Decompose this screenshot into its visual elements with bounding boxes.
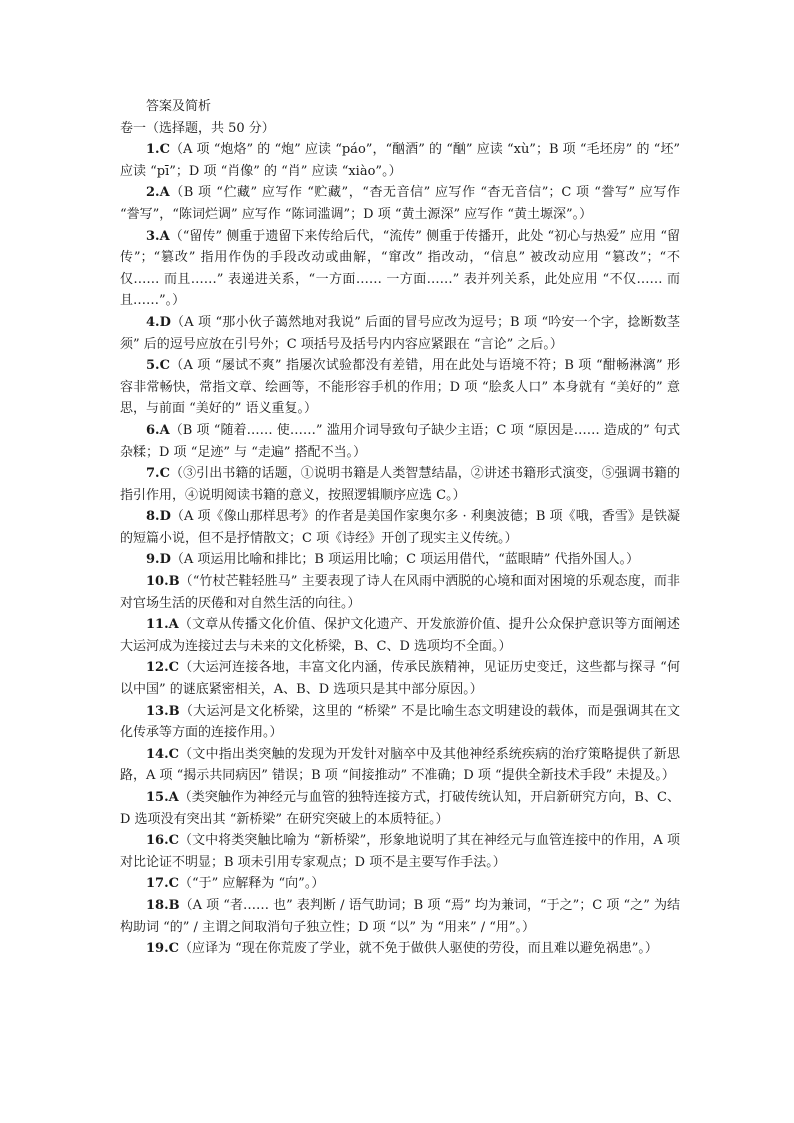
answer-number: 11.A <box>146 617 179 633</box>
answer-item <box>120 571 680 614</box>
answer-explanation: （A 项 “者…… 也” 表判断 / 语气助词；B 项 “焉” 均为兼词，“于之”；C 项 “之” 为结构助词 “的” / 主谓之间取消句子独立性；D 项 “以” 为 “用来” / “用”。） <box>120 897 680 935</box>
answer-explanation: （A 项运用比喻和排比；B 项运用比喻；C 项运用借代，“蓝眼睛” 代指外国人。） <box>170 552 640 568</box>
answer-item <box>120 938 680 960</box>
answer-number: 9.D <box>146 552 171 568</box>
answer-item <box>120 657 680 700</box>
answer-explanation: （③引出书籍的话题，①说明书籍是人类智慧结晶，②讲述书籍形式演变，⑤强调书籍的指引作用，④说明阅读书籍的意义，按照逻辑顺序应选 C。） <box>120 466 680 503</box>
page-title: 答案及简析 <box>146 99 212 114</box>
answer-number: 13.B <box>146 703 180 719</box>
answer-item <box>120 463 680 506</box>
answer-item <box>120 549 680 571</box>
answer-number: 3.A <box>146 228 170 244</box>
answer-explanation: （A 项 “屡试不爽” 指屡次试验都没有差错，用在此处与语境不符；B 项 “酣畅淋漓” 形容非常畅快，常指文章、绘画等，不能形容手机的作用；D 项 “脍炙人口” 本身就有 “美好的” 意思，与前面 “美好的” 语义重复。） <box>120 358 680 417</box>
answer-number: 4.D <box>146 314 171 330</box>
answer-explanation: （应译为 “现在你荒废了学业，就不免于做供人驱使的劳役，而且难以避免祸患”。） <box>178 941 658 957</box>
answer-explanation: （A 项 “炮烙” 的 “炮” 应读 “páo”，“酗酒” 的 “酗” 应读 “xù”；B 项 “毛坯房” 的 “坯” 应读 “pī”；D 项 “肖像” 的 “肖” 应读 “xiào”。） <box>120 142 680 179</box>
answer-explanation: （A 项《像山那样思考》的作者是美国作家奥尔多 · 利奥波德；B 项《哦，香雪》是铁凝的短篇小说，但不是抒情散文；C 项《诗经》开创了现实主义传统。） <box>120 509 680 546</box>
answer-explanation: （B 项 “伫藏” 应写作 “贮藏”，“杳无音信” 应写作 “杳无音信”；C 项 “誊写” 应写作 “誊写”，“陈词烂调” 应写作 “陈词滥调”；D 项 “黄土源深” 应写作 “黄土塬深”。） <box>120 185 680 222</box>
answer-explanation: （文中将类突触比喻为 “新桥梁”，形象地说明了其在神经元与血管连接中的作用，A 项对比论证不明显；B 项未引用专家观点；D 项不是主要写作手法。） <box>120 833 680 870</box>
answer-item <box>120 701 680 744</box>
answer-explanation: （B 项 “随着…… 使……” 滥用介词导致句子缺少主语；C 项 “原因是…… 造成的” 句式杂糅；D 项 “足迹” 与 “走遍” 搭配不当。） <box>120 422 680 460</box>
answer-explanation: （A 项 “那小伙子蔼然地对我说” 后面的冒号应改为逗号；B 项 “吟安一个字，捻断数茎须” 后的逗号应放在引号外；C 项括号及括号内内容应紧跟在 “言论” 之后。） <box>120 314 680 352</box>
answer-explanation: （“留传” 侧重于遗留下来传给后代，“流传” 侧重于传播开，此处 “初心与热爱” 应用 “留传”；“篡改” 指用作伪的手段改动或曲解，“窜改” 指改动，“信息” 被改动应用 “篡改”；“不仅…… 而且……” 表递进关系，“一方面…… 一方面……” 表并列关系，此处应用 “不仅…… 而且……”。） <box>120 228 680 309</box>
answer-number: 18.B <box>146 897 180 913</box>
answer-number: 1.C <box>146 142 170 158</box>
answer-sheet <box>120 96 680 960</box>
answer-number: 7.C <box>146 466 170 482</box>
answer-number: 2.A <box>146 185 170 201</box>
answer-item <box>120 744 680 787</box>
answer-number: 16.C <box>146 833 179 849</box>
answer-item <box>120 139 680 182</box>
answer-item <box>120 895 680 938</box>
answer-explanation: （大运河是文化桥梁，这里的 “桥梁” 不是比喻生态文明建设的载体，而是强调其在文化传承等方面的连接作用。） <box>120 703 680 741</box>
answer-explanation: （类突触作为神经元与血管的独特连接方式，打破传统认知，开启新研究方向，B、C、D 选项没有突出其 “新桥梁” 在研究突破上的本质特征。） <box>120 790 680 827</box>
answer-number: 5.C <box>146 358 170 374</box>
answer-item <box>120 355 680 420</box>
answer-number: 10.B <box>146 574 180 590</box>
answer-number: 14.C <box>146 746 179 762</box>
answer-number: 8.D <box>146 509 171 525</box>
answer-number: 17.C <box>146 876 179 892</box>
answer-explanation: （文中指出类突触的发现为开发针对脑卒中及其他神经系统疾病的治疗策略提供了新思路，A 项 “揭示共同病因” 错误；B 项 “间接推动” 不准确；D 项 “提供全新技术手段” 未提及。） <box>120 746 680 784</box>
answer-number: 12.C <box>146 660 179 676</box>
answer-item <box>120 873 680 895</box>
answer-item <box>120 312 680 355</box>
answer-explanation: （“于” 应解释为 “向”。） <box>178 876 325 892</box>
answer-item <box>120 614 680 657</box>
answer-explanation: （大运河连接各地，丰富文化内涵，传承民族精神，见证历史变迁，这些都与探寻 “何以中国” 的谜底紧密相关，A、B、D 选项只是其中部分原因。） <box>120 660 680 698</box>
answer-item <box>120 226 680 312</box>
answer-number: 19.C <box>146 941 179 957</box>
answer-number: 6.A <box>146 422 170 438</box>
section-heading: 卷一（选择题，共 50 分） <box>120 120 275 136</box>
answer-item <box>120 182 680 225</box>
answer-item <box>120 420 680 463</box>
answer-explanation: （文章从传播文化价值、保护文化遗产、开发旅游价值、提升公众保护意识等方面阐述大运河成为连接过去与未来的文化桥梁，B、C、D 选项均不全面。） <box>120 617 680 654</box>
answer-item <box>120 506 680 549</box>
answer-item <box>120 787 680 830</box>
answer-number: 15.A <box>146 790 179 805</box>
answer-item <box>120 830 680 873</box>
answer-explanation: （“竹杖芒鞋轻胜马” 主要表现了诗人在风雨中洒脱的心境和面对困境的乐观态度，而非对官场生活的厌倦和对自然生活的向往。） <box>120 574 680 611</box>
answer-list <box>120 139 680 960</box>
